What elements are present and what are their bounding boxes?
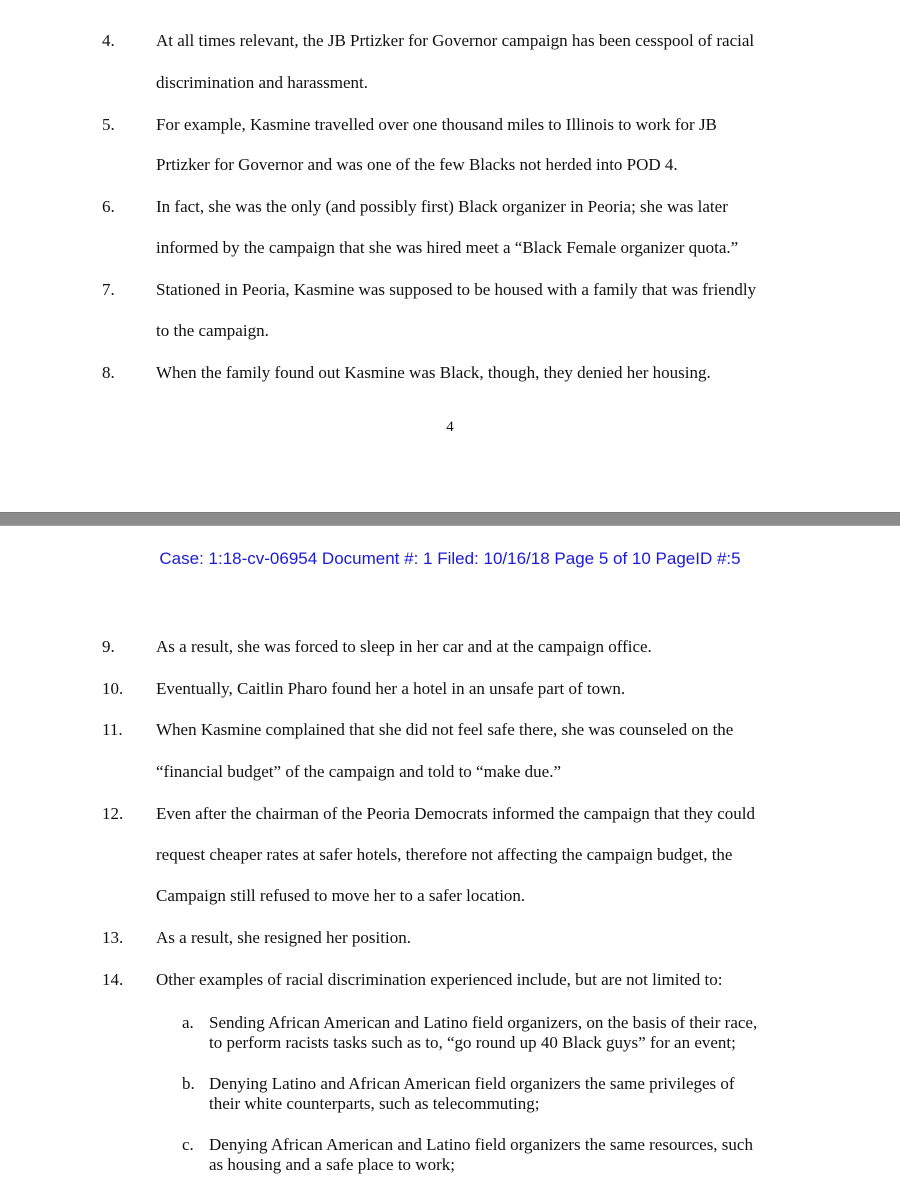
- paragraph-line: As a result, she resigned her position.: [156, 928, 411, 947]
- paragraph-line: For example, Kasmine travelled over one thousand miles to Illinois to work for JB: [156, 115, 717, 134]
- paragraph-number: 5.: [102, 115, 115, 134]
- sub-item-letter: b.: [182, 1074, 195, 1093]
- paragraph-line: Stationed in Peoria, Kasmine was supposed to be housed with a family that was friendly: [156, 280, 757, 299]
- paragraph-line: When Kasmine complained that she did not feel safe there, she was counseled on the: [156, 720, 734, 739]
- paragraph-line: In fact, she was the only (and possibly first) Black organizer in Peoria; she was later: [156, 197, 728, 216]
- paragraph-line: discrimination and harassment.: [156, 73, 368, 92]
- document-page-4: [0, 0, 900, 512]
- page-number: 4: [446, 419, 454, 435]
- paragraph-line: “financial budget” of the campaign and told to “make due.”: [156, 762, 562, 781]
- paragraph-line: When the family found out Kasmine was Black, though, they denied her housing.: [156, 363, 711, 382]
- paragraph-number: 14.: [102, 970, 124, 989]
- paragraph-line: Even after the chairman of the Peoria Democrats informed the campaign that they could: [156, 804, 756, 823]
- case-filing-header: Case: 1:18-cv-06954 Document #: 1 Filed: 10/16/18 Page 5 of 10 PageID #:5: [159, 549, 741, 568]
- paragraph-number: 8.: [102, 363, 115, 382]
- sub-item-line: Sending African American and Latino field organizers, on the basis of their race,: [209, 1013, 758, 1032]
- paragraph-line: At all times relevant, the JB Prtizker for Governor campaign has been cesspool of racial: [156, 31, 755, 50]
- paragraph-line: As a result, she was forced to sleep in her car and at the campaign office.: [156, 637, 652, 656]
- paragraph-number: 7.: [102, 280, 115, 299]
- sub-item-line: to perform racists tasks such as to, “go round up 40 Black guys” for an event;: [209, 1033, 736, 1052]
- sub-item-line: Denying Latino and African American field organizers the same privileges of: [209, 1074, 735, 1093]
- paragraph-line: Eventually, Caitlin Pharo found her a hotel in an unsafe part of town.: [156, 679, 626, 698]
- sub-item-letter: a.: [182, 1013, 194, 1032]
- paragraph-number: 6.: [102, 197, 115, 216]
- sub-item-letter: c.: [182, 1135, 194, 1154]
- paragraph-number: 13.: [102, 928, 124, 947]
- paragraph-line: Prtizker for Governor and was one of the few Blacks not herded into POD 4.: [156, 155, 678, 174]
- sub-item-line: as housing and a safe place to work;: [209, 1155, 455, 1174]
- sub-item-line: Denying African American and Latino field organizers the same resources, such: [209, 1135, 753, 1154]
- paragraph-number: 10.: [102, 679, 124, 698]
- paragraph-number: 4.: [102, 31, 115, 50]
- paragraph-line: to the campaign.: [156, 321, 269, 340]
- paragraph-line: request cheaper rates at safer hotels, therefore not affecting the campaign budget, the: [156, 845, 733, 864]
- sub-item-line: their white counterparts, such as telecommuting;: [209, 1094, 540, 1113]
- page-divider: [0, 512, 900, 526]
- paragraph-line: Other examples of racial discrimination experienced include, but are not limited to:: [156, 970, 723, 989]
- paragraph-number: 12.: [102, 804, 124, 823]
- paragraph-line: informed by the campaign that she was hired meet a “Black Female organizer quota.”: [156, 238, 739, 257]
- paragraph-number: 9.: [102, 637, 115, 656]
- paragraph-line: Campaign still refused to move her to a safer location.: [156, 886, 526, 905]
- paragraph-number: 11.: [102, 720, 123, 739]
